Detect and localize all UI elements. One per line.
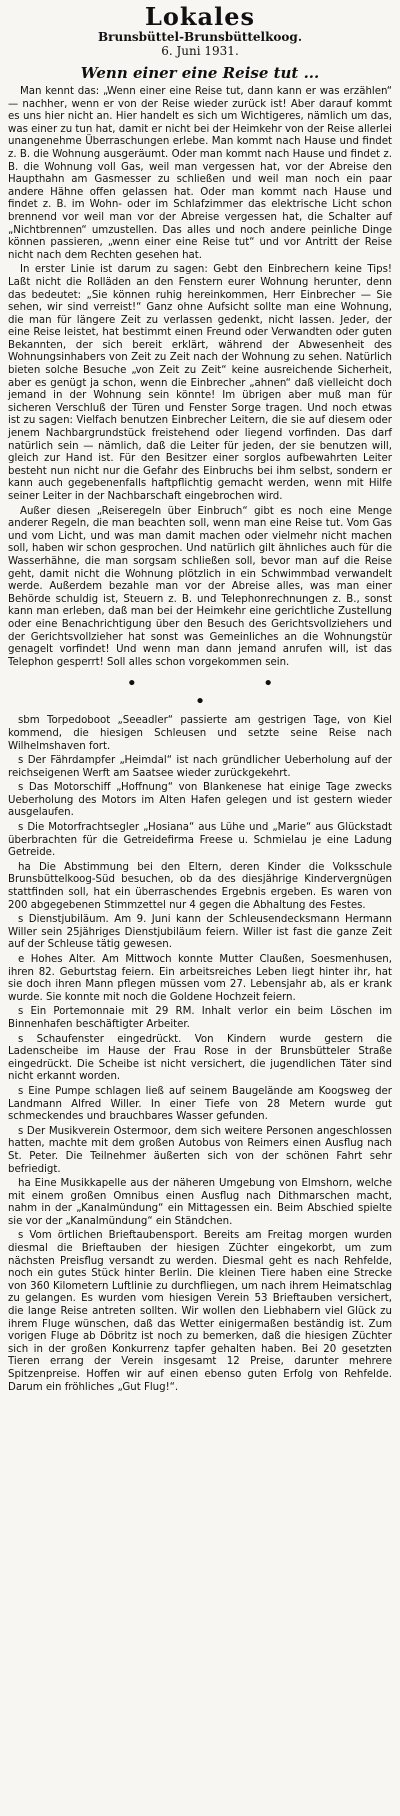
news-item: s Eine Pumpe schlagen ließ auf seinem Baugelände am Koogsweg der Landmann Alfred Willer. In einer Tiefe von 28 Metern wurde gut schmeckendes und brauchbares Wasser gefunden.	[8, 1085, 392, 1123]
section-separator: • • •	[126, 673, 334, 713]
news-item: s Schaufenster eingedrückt. Von Kindern wurde gestern die Ladenscheibe im Hause der Frau Rose in der Brunsbütteler Straße eingedrückt. Die Scheibe ist nicht versichert, die jugendlichen Täter sind nicht erkannt worden.	[8, 1033, 392, 1083]
news-item: s Die Motorfrachtsegler „Hosiana“ aus Lühe und „Marie“ aus Glückstadt überbrachten für die Getreidefirma Freese u. Schmielau je eine Ladung Getreide.	[8, 822, 392, 859]
news-item: ha Die Abstimmung bei den Eltern, deren Kinder die Volksschule Brunsbüttelkoog-Süd besuchen, ob da des diesjährige Kindervergnügen stattfinden soll, hat ein überraschendes Ergebnis ergeben. Es waren von 200 abgegebenen Stimmzettel nur 4 gegen die Abhaltung des Festes.	[8, 861, 392, 911]
news-item: ha Eine Musikkapelle aus der näheren Umgebung von Elmshorn, welche mit einem großen Omnibus einen Ausflug nach Dithmarschen macht, nahm in der „Kanalmündung“ ein Mittagessen ein. Beim Abschied spielte sie vor der „Kanalmündung“ ein Ständchen.	[8, 1178, 392, 1227]
news-item: s Ein Portemonnaie mit 29 RM. Inhalt verlor ein beim Löschen im Binnenhafen beschäftigter Arbeiter.	[8, 1006, 392, 1030]
local-news-list	[8, 715, 392, 1394]
section-subtitle: Brunsbüttel-Brunsbüttelkoog.	[98, 30, 302, 44]
news-item: s Das Motorschiff „Hoffnung“ von Blankenese hat einige Tage zwecks Ueberholung des Motors im Alten Hafen gelegen und ist gestern wieder ausgelaufen.	[8, 782, 392, 819]
article-body	[8, 86, 392, 669]
issue-date: 6. Juni 1931.	[161, 44, 239, 58]
article-headline: Wenn einer eine Reise tut ...	[80, 64, 320, 82]
news-item: s Der Fährdampfer „Heimdal“ ist nach gründlicher Ueberholung auf der reichseigenen Werft am Saatsee wieder zurückgekehrt.	[8, 755, 392, 779]
news-item: s Vom örtlichen Brieftaubensport. Bereits am Freitag morgen wurden diesmal die Brieftauben der hiesigen Züchter eingekorbt, um zum nächsten Preisflug versandt zu werden. Diesmal geht es nach Rehfelde, noch ein gutes Stück hinter Berlin. Die kleinen Tiere haben eine Strecke von 360 Kilometern Luftlinie zu durchfliegen, um nach ihrem Heimatschlag zu gelangen. Es wurden vom hiesigen Verein 53 Brieftauben versichert, die lange Reise antreten sollten. Wir wollen den Liebhabern viel Glück zu ihrem Fluge wünschen, daß das Wetter einigermaßen beständig ist. Zum vorigen Fluge ab Döbritz ist noch zu bemerken, daß die hiesigen Züchter sich in der großen Konkurrenz tapfer gehalten haben. Bei 20 gesetzten Tieren errang der Verein insgesamt 12 Preise, darunter mehrere Spitzenpreise. Hoffen wir auf einen ebenso guten Erfolg von Rehfelde. Darum ein fröhliches „Gut Flug!“.	[8, 1230, 392, 1393]
news-item: s Dienstjubiläum. Am 9. Juni kann der Schleusendecksmann Hermann Willer sein 25jähriges Dienstjubiläum feiern. Willer ist fast die ganze Zeit auf der Schleuse tätig gewesen.	[8, 914, 392, 951]
masthead	[8, 4, 392, 58]
news-item: s Der Musikverein Ostermoor, dem sich weitere Personen angeschlossen hatten, machte mit dem großen Autobus von Reimers einen Ausflug nach St. Peter. Die Teilnehmer äußerten sich von der schönen Fahrt sehr befriedigt.	[8, 1125, 392, 1175]
article-paragraph: Man kennt das: „Wenn einer eine Reise tut, dann kann er was erzählen“ — nachher, wenn er von der Reise wieder zurück ist! Aber darauf kommt es uns hier nicht an. Hier handelt es sich um Wichtigeres, nämlich um das, was einer zu tun hat, damit er nicht bei der Heimkehr von der Reise allerlei unangenehme Überraschungen erlebe. Man kommt nach Hause und findet z. B. die Wohnung ausgeräumt. Oder man kommt nach Hause und findet z. B. die Wohnung voll Gas, weil man vergessen hat, vor der Abreise den Haupthahn am Gasmesser zu schließen und weil man noch ein paar andere Hähne offen gelassen hat. Oder man kommt nach Hause und findet z. B. im Wohn- oder im Schlafzimmer das elektrische Licht schon brennend vor weil man vor der Abreise vergessen hat, die Schalter auf „Nichtbrennen“ umzustellen. Das alles und noch andere peinliche Dinge können passieren, „wenn einer eine Reise tut“ und vor Antritt der Reise nicht nach dem Rechten gesehen hat.	[8, 86, 392, 261]
section-title: Lokales	[145, 2, 255, 31]
news-item: e Hohes Alter. Am Mittwoch konnte Mutter Claußen, Soesmenhusen, ihren 82. Geburtstag feiern. Ein arbeitsreiches Leben liegt hinter ihr, hat sie doch ihren Mann pflegen müssen vom 27. Lebensjahr ab, als er krank wurde. Sie konnte mit noch die Goldene Hochzeit feiern.	[8, 954, 392, 1003]
article-paragraph: Außer diesen „Reiseregeln über Einbruch“ gibt es noch eine Menge anderer Regeln, die man beachten soll, wenn man eine Reise tut. Vom Gas und vom Licht, und was man damit machen oder vielmehr nicht machen soll, haben wir schon gesprochen. Und natürlich gilt ähnliches auch für die Wasserhähne, die man sorgsam schließen soll, bevor man auf die Reise geht, damit nicht die Wohnung plötzlich in ein Schwimmbad verwandelt werde. Außerdem bezahle man vor der Abreise alles, was man einer Behörde schuldig ist, Steuern z. B. und Telephonrechnungen z. B., sonst kann man erleben, daß man bei der Heimkehr eine gerichtliche Zustellung oder eine Benachrichtigung über den Besuch des Gerichtsvollziehers und der Gerichtsvollzieher hat sonst was Gemeinliches an die Wohnungstür genagelt vorfindet! Und wenn man dann jemand anrufen will, ist das Telephon gesperrt! Soll alles schon vorgekommen sein.	[8, 505, 392, 668]
article-paragraph: In erster Linie ist darum zu sagen: Gebt den Einbrechern keine Tips! Laßt nicht die Rolläden an den Fenstern eurer Wohnung herunter, denn das bedeutet: „Sie können ruhig hereinkommen, Herr Einbrecher — Sie sehen, wir sind verreist!“ Ganz ohne Aufsicht sollte man eine Wohnung, die man für längere Zeit zu verlassen gedenkt, nicht lassen. Jeder, der eine Reise leistet, hat bestimmt einen Freund oder Verwandten oder guten Bekannten, der sich bereit erklärt, während der Abwesenheit des Wohnungsinhabers von Zeit zu Zeit nach der Wohnung zu sehen. Natürlich bieten solche Besuche „von Zeit zu Zeit“ keine ausreichende Sicherheit, aber es genügt ja schon, wenn die Einbrecher „ahnen“ daß vielleicht doch jemand in der Wohnung sein könnte! Im übrigen aber muß man für sicheren Verschluß der Türen und Fenster Sorge tragen. Und noch etwas ist zu sagen: Vielfach benutzen Einbrecher Leitern, die sie auf diesem oder jenem Nachbargrundstück freistehend oder liegend vorfinden. Das darf natürlich sein — nämlich, daß die Leiter für jeden, der sie benutzen will, gleich zur Hand ist. Für den Besitzer einer sorglos aufbewahrten Leiter besteht nun nicht nur die Gefahr des Einbruchs bei ihm selbst, sondern er kann auch gegebenenfalls haftpflichtig gemacht werden, wenn mit Hilfe seiner Leiter in der Nachbarschaft eingebrochen wird.	[8, 264, 392, 502]
news-item: sbm Torpedoboot „Seeadler“ passierte am gestrigen Tage, von Kiel kommend, die hiesigen Schleusen und setzte seine Reise nach Wilhelmshaven fort.	[8, 715, 392, 752]
